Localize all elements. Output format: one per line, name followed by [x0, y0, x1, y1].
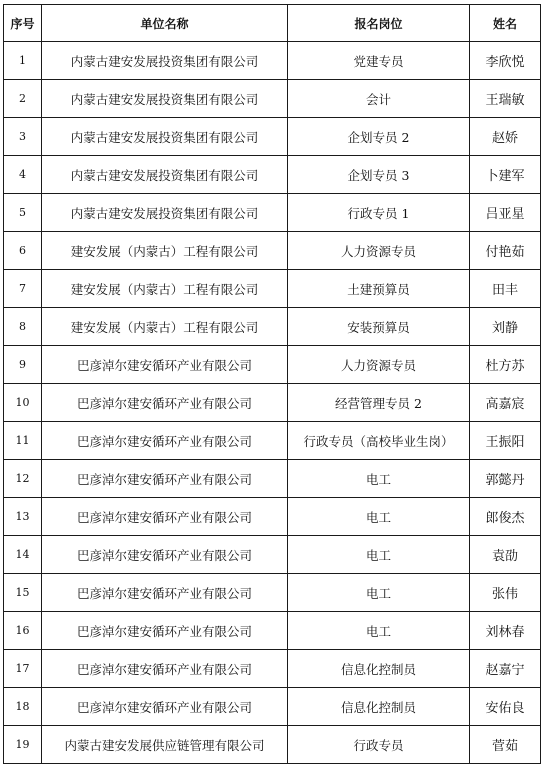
cell-serial-number: 19	[4, 726, 42, 764]
table-row	[4, 270, 541, 308]
table-row	[4, 574, 541, 612]
cell-unit-name: 内蒙古建安发展投资集团有限公司	[42, 42, 288, 80]
table-row	[4, 308, 541, 346]
table-row	[4, 118, 541, 156]
cell-unit-name: 巴彦淖尔建安循环产业有限公司	[42, 650, 288, 688]
cell-person-name: 郭懿丹	[470, 460, 541, 498]
cell-applied-post: 信息化控制员	[288, 688, 470, 726]
table-row	[4, 422, 541, 460]
cell-serial-number: 10	[4, 384, 42, 422]
cell-person-name: 赵嘉宁	[470, 650, 541, 688]
cell-applied-post: 经营管理专员 2	[288, 384, 470, 422]
cell-person-name: 杜方苏	[470, 346, 541, 384]
cell-person-name: 袁劭	[470, 536, 541, 574]
cell-unit-name: 巴彦淖尔建安循环产业有限公司	[42, 346, 288, 384]
cell-unit-name: 内蒙古建安发展投资集团有限公司	[42, 80, 288, 118]
cell-unit-name: 建安发展（内蒙古）工程有限公司	[42, 308, 288, 346]
cell-person-name: 安佑良	[470, 688, 541, 726]
table-row	[4, 80, 541, 118]
cell-applied-post: 企划专员 3	[288, 156, 470, 194]
cell-applied-post: 行政专员	[288, 726, 470, 764]
table-row	[4, 726, 541, 764]
cell-serial-number: 2	[4, 80, 42, 118]
cell-unit-name: 建安发展（内蒙古）工程有限公司	[42, 232, 288, 270]
table-row	[4, 688, 541, 726]
cell-applied-post: 行政专员 1	[288, 194, 470, 232]
header-row	[4, 5, 541, 42]
cell-serial-number: 11	[4, 422, 42, 460]
cell-person-name: 张伟	[470, 574, 541, 612]
cell-serial-number: 8	[4, 308, 42, 346]
header-serial-number: 序号	[4, 5, 42, 42]
cell-unit-name: 巴彦淖尔建安循环产业有限公司	[42, 422, 288, 460]
cell-applied-post: 党建专员	[288, 42, 470, 80]
cell-unit-name: 巴彦淖尔建安循环产业有限公司	[42, 612, 288, 650]
cell-applied-post: 电工	[288, 536, 470, 574]
cell-unit-name: 巴彦淖尔建安循环产业有限公司	[42, 574, 288, 612]
table-row	[4, 346, 541, 384]
cell-serial-number: 9	[4, 346, 42, 384]
cell-unit-name: 建安发展（内蒙古）工程有限公司	[42, 270, 288, 308]
table-row	[4, 498, 541, 536]
cell-person-name: 刘静	[470, 308, 541, 346]
cell-applied-post: 人力资源专员	[288, 346, 470, 384]
cell-serial-number: 18	[4, 688, 42, 726]
cell-applied-post: 行政专员（高校毕业生岗）	[288, 422, 470, 460]
cell-person-name: 刘林春	[470, 612, 541, 650]
table-row	[4, 612, 541, 650]
cell-applied-post: 安装预算员	[288, 308, 470, 346]
cell-serial-number: 5	[4, 194, 42, 232]
table-row	[4, 460, 541, 498]
cell-unit-name: 巴彦淖尔建安循环产业有限公司	[42, 536, 288, 574]
cell-serial-number: 6	[4, 232, 42, 270]
cell-person-name: 付艳茹	[470, 232, 541, 270]
table-body	[4, 42, 541, 764]
cell-unit-name: 巴彦淖尔建安循环产业有限公司	[42, 384, 288, 422]
table-row	[4, 650, 541, 688]
cell-serial-number: 1	[4, 42, 42, 80]
table-row	[4, 42, 541, 80]
cell-person-name: 王振阳	[470, 422, 541, 460]
cell-serial-number: 14	[4, 536, 42, 574]
cell-applied-post: 土建预算员	[288, 270, 470, 308]
cell-person-name: 菅茹	[470, 726, 541, 764]
cell-unit-name: 内蒙古建安发展供应链管理有限公司	[42, 726, 288, 764]
table-row	[4, 232, 541, 270]
cell-person-name: 郎俊杰	[470, 498, 541, 536]
cell-applied-post: 电工	[288, 460, 470, 498]
cell-person-name: 王瑞敏	[470, 80, 541, 118]
cell-unit-name: 巴彦淖尔建安循环产业有限公司	[42, 688, 288, 726]
cell-person-name: 卜建军	[470, 156, 541, 194]
table-row	[4, 536, 541, 574]
cell-serial-number: 15	[4, 574, 42, 612]
table-row	[4, 194, 541, 232]
cell-person-name: 田丰	[470, 270, 541, 308]
cell-person-name: 李欣悦	[470, 42, 541, 80]
table-header	[4, 5, 541, 42]
cell-serial-number: 4	[4, 156, 42, 194]
cell-unit-name: 内蒙古建安发展投资集团有限公司	[42, 156, 288, 194]
cell-person-name: 高嘉宸	[470, 384, 541, 422]
cell-unit-name: 巴彦淖尔建安循环产业有限公司	[42, 460, 288, 498]
cell-unit-name: 内蒙古建安发展投资集团有限公司	[42, 118, 288, 156]
cell-serial-number: 16	[4, 612, 42, 650]
cell-serial-number: 17	[4, 650, 42, 688]
cell-unit-name: 内蒙古建安发展投资集团有限公司	[42, 194, 288, 232]
cell-serial-number: 7	[4, 270, 42, 308]
cell-applied-post: 会计	[288, 80, 470, 118]
header-unit-name: 单位名称	[42, 5, 288, 42]
cell-applied-post: 电工	[288, 612, 470, 650]
cell-applied-post: 人力资源专员	[288, 232, 470, 270]
cell-person-name: 赵娇	[470, 118, 541, 156]
cell-applied-post: 信息化控制员	[288, 650, 470, 688]
cell-applied-post: 企划专员 2	[288, 118, 470, 156]
cell-serial-number: 3	[4, 118, 42, 156]
cell-serial-number: 13	[4, 498, 42, 536]
header-person-name: 姓名	[470, 5, 541, 42]
cell-unit-name: 巴彦淖尔建安循环产业有限公司	[42, 498, 288, 536]
cell-applied-post: 电工	[288, 498, 470, 536]
cell-person-name: 吕亚星	[470, 194, 541, 232]
candidate-table	[3, 4, 541, 764]
cell-serial-number: 12	[4, 460, 42, 498]
cell-applied-post: 电工	[288, 574, 470, 612]
header-applied-post: 报名岗位	[288, 5, 470, 42]
table-row	[4, 156, 541, 194]
table-row	[4, 384, 541, 422]
